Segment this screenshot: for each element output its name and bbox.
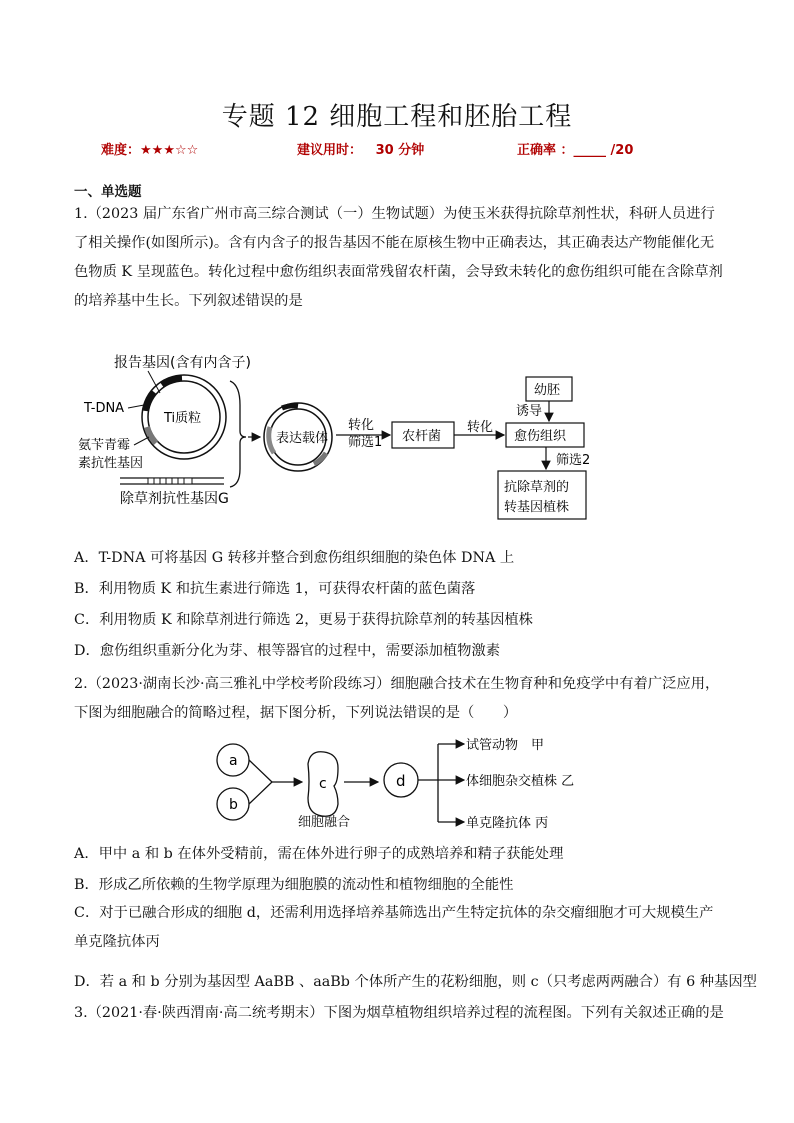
q1-option-d: D．愈伤组织重新分化为芽、根等器官的过程中，需要添加植物激素 bbox=[74, 643, 501, 659]
q2-option-d: D．若 a 和 b 分别为基因型 AaBB 、aaBb 个体所产生的花粉细胞，则 c（只考虑两两融合）有 6 种基因型 bbox=[74, 974, 757, 990]
label-transform-2: 转化 bbox=[467, 420, 494, 435]
label-output-1: 试管动物 甲 bbox=[466, 738, 545, 753]
label-ti-plasmid: Ti质粒 bbox=[164, 411, 202, 426]
q2-option-b: B．形成乙所依赖的生物学原理为细胞膜的流动性和植物细胞的全能性 bbox=[74, 877, 514, 893]
q2-option-a: A．甲中 a 和 b 在体外受精前，需在体外进行卵子的成熟培养和精子获能处理 bbox=[74, 846, 564, 862]
label-screen-1: 筛选1 bbox=[348, 435, 383, 450]
q1-option-a: A．T-DNA 可将基因 G 转移并整合到愈伤组织细胞的染色体 DNA 上 bbox=[74, 550, 515, 566]
accuracy bbox=[517, 139, 633, 158]
time-value: 30 分钟 bbox=[375, 143, 425, 158]
label-ampicillin-1: 氨苄青霉 bbox=[78, 438, 131, 453]
label-cell-d: d bbox=[396, 772, 406, 790]
label-plant-1: 抗除草剂的 bbox=[504, 480, 570, 495]
label-tdna: T-DNA bbox=[84, 401, 125, 416]
label-herbicide-gene: 除草剂抗性基因G bbox=[120, 491, 229, 507]
question-3-stem: 3.（2021·春·陕西渭南·高二统考期末）下图为烟草植物组织培养过程的流程图。下列有关叙述正确的是 bbox=[74, 1005, 724, 1021]
section-heading: 一、单选题 bbox=[74, 184, 142, 200]
label-output-3: 单克隆抗体 丙 bbox=[466, 816, 549, 831]
question-2-stem: 2.（2023·湖南长沙·高三雅礼中学校考阶段练习）细胞融合技术在生物育种和免疫学中有着广泛应用，下图为细胞融合的简略过程，据下图分析，下列说法错误的是（ ） bbox=[74, 676, 720, 721]
question-2-diagram bbox=[210, 734, 600, 834]
difficulty-stars: ★★★☆☆ bbox=[140, 143, 199, 158]
label-output-2: 体细胞杂交植株 乙 bbox=[466, 774, 575, 789]
label-ampicillin-2: 素抗性基因 bbox=[78, 456, 144, 471]
label-cell-b: b bbox=[229, 797, 238, 813]
accuracy-value: _____ /20 bbox=[573, 143, 634, 158]
label-transform-1: 转化 bbox=[348, 418, 375, 433]
difficulty bbox=[101, 139, 198, 158]
q1-option-b: B．利用物质 K 和抗生素进行筛选 1，可获得农杆菌的蓝色菌落 bbox=[74, 581, 476, 597]
question-1-stem: 1.（2023 届广东省广州市高三综合测试（一）生物试题）为使玉米获得抗除草剂性状，科研人员进行了相关操作(如图所示)。含有内含子的报告基因不能在原核生物中正确表达，其正确表达产物能催化无色物质 K 呈现蓝色。转化过程中愈伤组织表面常残留农杆菌，会导致未转化的愈伤组织可能在含除草剂的培养基中生长。下列叙述错误的是 bbox=[74, 206, 723, 309]
label-cell-fusion: 细胞融合 bbox=[298, 815, 351, 830]
page-title: 专题 12 细胞工程和胚胎工程 bbox=[221, 102, 573, 132]
label-cell-a: a bbox=[229, 753, 238, 769]
q2-option-c: C．对于已融合形成的细胞 d，还需利用选择培养基筛选出产生特定抗体的杂交瘤细胞才可大规模生产单克隆抗体丙 bbox=[74, 905, 714, 950]
label-plant-2: 转基因植株 bbox=[504, 500, 570, 515]
difficulty-label: 难度： bbox=[101, 143, 141, 158]
q1-option-c: C．利用物质 K 和除草剂进行筛选 2，更易于获得抗除草剂的转基因植株 bbox=[74, 612, 533, 628]
suggested-time bbox=[297, 139, 424, 158]
label-expression-vector: 表达载体 bbox=[276, 431, 329, 446]
label-embryo: 幼胚 bbox=[534, 383, 561, 398]
label-cell-c: c bbox=[319, 776, 327, 792]
label-agrobacterium: 农杆菌 bbox=[402, 429, 442, 444]
label-screen-2: 筛选2 bbox=[556, 453, 591, 468]
accuracy-label: 正确率 ： bbox=[517, 143, 574, 158]
time-label: 建议用时： bbox=[297, 143, 363, 158]
label-reporter-gene: 报告基因(含有内含子) bbox=[114, 355, 251, 371]
question-1-diagram bbox=[74, 345, 634, 525]
label-induce: 诱导 bbox=[516, 404, 543, 419]
label-callus: 愈伤组织 bbox=[514, 429, 567, 444]
